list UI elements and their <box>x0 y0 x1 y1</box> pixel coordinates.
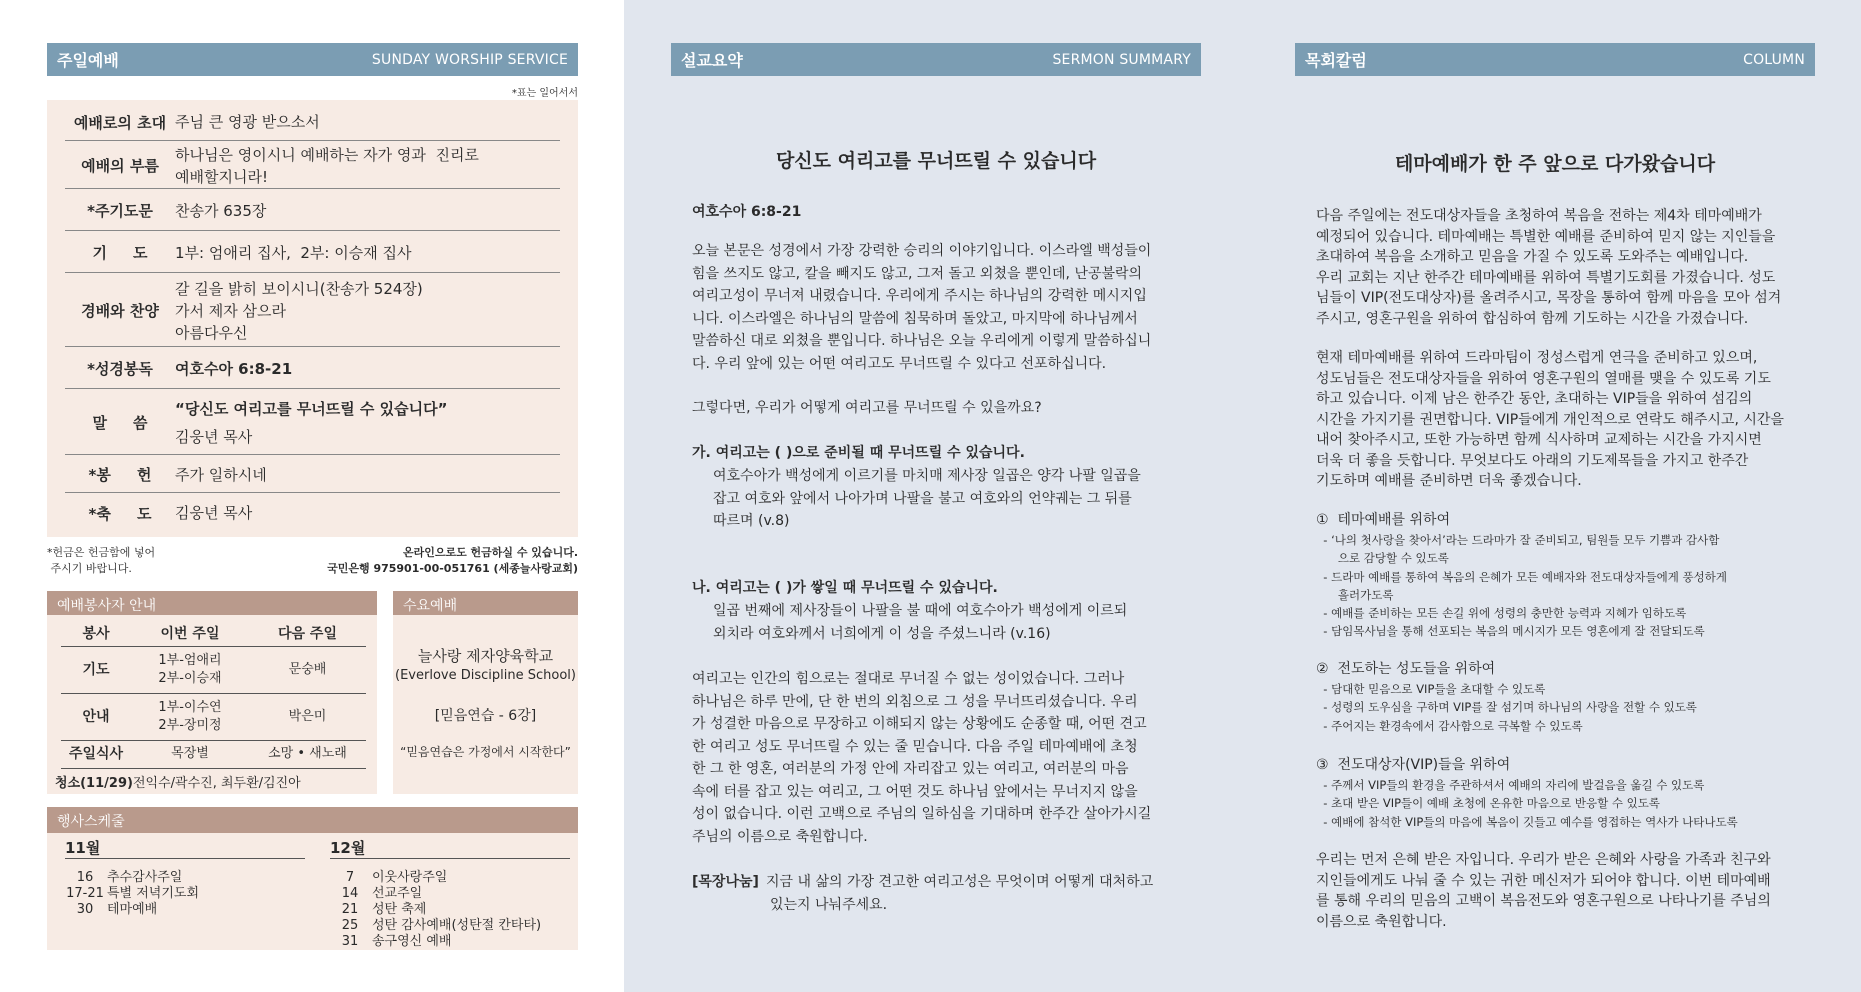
order-value: “당신도 여리고를 무너뜨릴 수 있습니다” 김웅년 목사 <box>175 399 448 446</box>
list-item: 16 추수감사주일 <box>76 870 183 885</box>
order-label: 경배와 찬양 <box>81 302 159 320</box>
servants-header <box>47 591 377 618</box>
worship-order-box <box>47 100 578 537</box>
order-value: 김웅년 목사 <box>175 504 253 522</box>
servants-header-cell: 다음 주일 <box>249 620 366 646</box>
column-paragraph-3: 우리는 먼저 은혜 받은 자입니다. 우리가 받은 은혜와 사랑을 가족과 친구와 지인들에게도 나눠 줄 수 있는 귀한 메신저가 되어야 합니다. 이번 테마예배 를 통해 우리의 믿음의 고백이 복음전도와 영혼구원으로 나타나기를 주님의 이름으로 축원합니다. <box>1316 852 1771 930</box>
worship-title: 주일예배 <box>57 51 119 70</box>
order-row <box>65 391 560 455</box>
column-paragraph-2: 현재 테마예배를 위하여 드라마팀이 정성스럽게 연극을 준비하고 있으며, 성도님들은 전도대상자들을 위하여 영혼구원의 열매를 맺을 수 있도록 기도 하고 있습니다. 이제 남은 한주간 동안, 초대하는 VIP들을 위하여 섬김의 시간을 가지기를 권면합니다. VIP들에게 개인적으로 연락도 해주시고, 시간을 내어 찾아주시고, 또한 가능하면 함께 식사하며 교제하는 시간을 가지시면 더욱 더 좋을 듯합니다. 무엇보다도 아래의 기도제목들을 가지고 한주간 기도하며 예배를 준비하면 더욱 좋겠습니다. <box>1316 350 1784 489</box>
point-b-text: 일곱 번째에 제사장들이 나팔을 불 때에 여호수아가 백성에게 이르되 외치라 여호와께서 너희에게 이 성을 주셨느니라 (v.16) <box>713 603 1128 642</box>
sermon-question: 그렇다면, 우리가 어떻게 여리고를 무너뜨릴 수 있을까요? <box>692 400 1042 416</box>
cleaning-row: 청소(11/29) 전익수/곽수진, 최두환/김진아 <box>55 776 301 791</box>
order-row <box>65 233 560 273</box>
online-offering-info: 온라인으로도 헌금하실 수 있습니다. 국민은행 975901-00-051761 (세종늘사랑교회) <box>327 546 578 575</box>
prayer-list-1: ① 테마예배를 위하여 - ‘나의 첫사랑을 찾아서’라는 드라마가 잘 준비되고, 팀원들 모두 기쁨과 감사함 으로 감당할 수 있도록 - 드라마 예배를 통하여 복음의 은혜가 모든 예배자와 전도대상자들에게 풍성하게 흘러가도록 - 예배를 준비하는 모든 손길 위에 성령의 충만한 능력과 지혜가 임하도록 - 담임목사님을 통해 선포되는 복음의 메시지가 모든 영혼에게 잘 전달되도록 <box>1316 512 1727 639</box>
mokjang-text: 지금 내 삶의 가장 견고한 여리고성은 무엇이며 어떻게 대처하고 있는지 나눠주세요. <box>766 874 1154 913</box>
list-item: 17-21 특별 저녁기도회 <box>66 886 200 901</box>
column-heading: 테마예배가 한 주 앞으로 다가왔습니다 <box>1394 153 1716 175</box>
schedule-header <box>47 807 578 835</box>
servants-header-cell: 이번 주일 <box>131 620 249 646</box>
order-value: 갈 길을 밝히 보이시니(찬송가 524장) 가서 제자 삼으라 아름다우신 <box>175 279 423 342</box>
order-row <box>65 104 560 141</box>
order-value: 찬송가 635장 <box>175 201 267 220</box>
order-value: 여호수아 6:8-21 <box>175 359 293 378</box>
list-item: 31 송구영신 예배 <box>341 934 452 949</box>
column-paragraph-1: 다음 주일에는 전도대상자들을 초청하여 복음을 전하는 제4차 테마예배가 예정되어 있습니다. 테마예배는 특별한 예배를 준비하여 믿지 않는 지인들을 초대하여 복음을 소개하고 믿음을 가질 수 있도록 도와주는 예배입니다. 우리 교회는 지난 한주간 테마예배를 위하여 특별기도회를 가졌습니다. 성도 님들이 VIP(전도대상자)를 올려주시고, 목장을 통하여 함께 마음을 모아 섬겨 주시고, 영혼구원을 위하여 합심하여 함께 기도하는 시간을 가졌습니다. <box>1316 208 1782 327</box>
worship-title-en: SUNDAY WORSHIP SERVICE <box>371 51 568 68</box>
sermon-title-en: SERMON SUMMARY <box>1052 51 1191 68</box>
order-value: 1부: 엄애리 집사, 2부: 이승재 집사 <box>175 243 412 262</box>
point-a-title: 가. 여리고는 ( )으로 준비될 때 무너뜨릴 수 있습니다. <box>692 445 1025 461</box>
order-value: 주가 일하시네 <box>175 465 267 484</box>
mokjang-label: [목장나눔] <box>692 874 759 890</box>
column-title-en: COLUMN <box>1743 51 1805 68</box>
order-row <box>65 457 560 493</box>
order-label: 기 도 <box>92 244 148 262</box>
order-label: 예배의 부름 <box>81 157 159 175</box>
school-name: 늘사랑 제자양육학교 <box>417 647 554 665</box>
order-label: *축 도 <box>88 504 152 523</box>
schedule-title: 행사스케줄 <box>57 814 125 830</box>
wednesday-box <box>393 615 578 794</box>
worship-header <box>47 43 578 76</box>
prayer-list-2: ② 전도하는 성도들을 위하여 - 담대한 믿음으로 VIP들을 초대할 수 있도록 - 성령의 도우심을 구하며 VIP를 잘 섬기며 하나님의 사랑을 전할 수 있도록 - 주어지는 환경속에서 감사함으로 극복할 수 있도록 <box>1316 661 1697 733</box>
sermon-passage: 여호수아 6:8-21 <box>692 204 802 220</box>
column-header <box>1295 43 1815 76</box>
wednesday-title: 수요예배 <box>403 597 458 614</box>
list-item: 30 테마예배 <box>76 902 158 917</box>
servants-box <box>47 615 377 794</box>
sermon-paragraph-1: 오늘 본문은 성경에서 가장 강력한 승리의 이야기입니다. 이스라엘 백성들이 힘을 쓰지도 않고, 칼을 빼지도 않고, 그저 돌고 외쳤을 뿐인데, 난공불락의 여리고성이 무너져 내렸습니다. 우리에게 주시는 하나님의 강력한 메시지입 니다. 이스라엘은 하나님의 말씀에 침묵하며 돌았고, 마지막에 하나님께서 말씀하신 대로 외쳤을 뿐입니다. 하나님은 오늘 우리에게 이렇게 말씀하십니 다. 우리 앞에 있는 어떤 여리고도 무너뜨릴 수 있다고 선포하십니다. <box>692 243 1152 372</box>
order-value: 주님 큰 영광 받으소서 <box>175 113 320 131</box>
prayer-list-3: ③ 전도대상자(VIP)들을 위하여 - 주께서 VIP들의 환경을 주관하셔서 예배의 자리에 발걸음을 옮길 수 있도록 - 초대 받은 VIP들이 예배 초청에 온유한 마음으로 반응할 수 있도록 - 예배에 참석한 VIP들의 마음에 복음이 깃들고 예수를 영접하는 역사가 나타나도록 <box>1316 757 1738 829</box>
list-item: 7 이웃사랑주일 <box>345 870 448 885</box>
order-value: 하나님은 영이시니 예배하는 자가 영과 진리로 예배할지니라! <box>175 145 479 186</box>
list-item: 25 성탄 감사예배(성탄절 칸타타) <box>341 918 542 933</box>
schedule-box <box>47 833 578 950</box>
offering-note: *헌금은 헌금함에 넣어 주시기 바랍니다. <box>47 546 156 575</box>
servants-title: 예배봉사자 안내 <box>57 597 157 614</box>
order-row <box>65 191 560 231</box>
order-label: *봉 헌 <box>88 466 152 484</box>
order-label: 예배로의 초대 <box>73 113 167 132</box>
table-row: 안내 1부-이수연 2부-장미정 박은미 <box>61 693 366 740</box>
list-item: 14 선교주일 <box>341 886 423 901</box>
order-label: *주기도문 <box>87 202 153 220</box>
lesson-title: [믿음연습 - 6강] <box>434 708 537 724</box>
sermon-paragraph-3: 여리고는 인간의 힘으로는 절대로 무너질 수 없는 성이었습니다. 그러나 하나님은 하루 만에, 단 한 번의 외침으로 그 성을 무너뜨리셨습니다. 우리 가 성결한 마음으로 무장하고 이해되지 않는 상황에도 순종할 때, 어떤 견고 한 여리고 성도 무너뜨릴 수 있는 줄 믿습니다. 다음 주일 테마예배에 초청 한 그 한 영혼, 여러분의 가정 안에 자리잡고 있는 여리고, 여러분의 마음 속에 터를 잡고 있는 여리고, 그 어떤 것도 하나님 앞에서는 무너지지 않을 성이 없습니다. 이런 고백으로 주님의 일하심을 기대하며 한주간 살아가시길 주님의 이름으로 축원합니다. <box>692 671 1152 845</box>
sermon-title: 설교요약 <box>681 51 743 70</box>
standing-note: *표는 일어서서 <box>511 88 578 99</box>
table-row: 기도 1부-엄애리 2부-이승재 문숭배 <box>61 646 366 693</box>
month-december: 12월 <box>330 837 570 859</box>
order-row <box>65 349 560 389</box>
lesson-quote: “믿음연습은 가정에서 시작한다” <box>400 745 571 759</box>
month-november: 11월 <box>65 837 305 859</box>
wednesday-header <box>393 591 578 618</box>
order-label: *성경봉독 <box>87 360 153 378</box>
order-row <box>65 495 560 531</box>
sermon-heading: 당신도 여리고를 무너뜨릴 수 있습니다 <box>775 150 1097 172</box>
column-title: 목회칼럼 <box>1305 51 1367 70</box>
order-row <box>65 143 560 189</box>
list-item: 21 성탄 축제 <box>341 902 427 917</box>
order-row <box>65 275 560 347</box>
sermon-header <box>671 43 1201 76</box>
point-b-title: 나. 여리고는 ( )가 쌓일 때 무너뜨릴 수 있습니다. <box>692 580 998 596</box>
table-row: 주일식사 목장별 소망 • 새노래 <box>61 740 366 768</box>
point-a-text: 여호수아가 백성에게 이르기를 마치매 제사장 일곱은 양각 나팔 일곱을 잡고 여호와 앞에서 나아가며 나팔을 불고 여호와의 언약궤는 그 뒤를 따르며 (v.8) <box>713 468 1141 529</box>
order-label: 말 씀 <box>92 414 148 432</box>
servants-table <box>61 620 366 769</box>
school-name-en: (Everlove Discipline School) <box>395 668 576 683</box>
servants-header-cell: 봉사 <box>61 620 131 646</box>
